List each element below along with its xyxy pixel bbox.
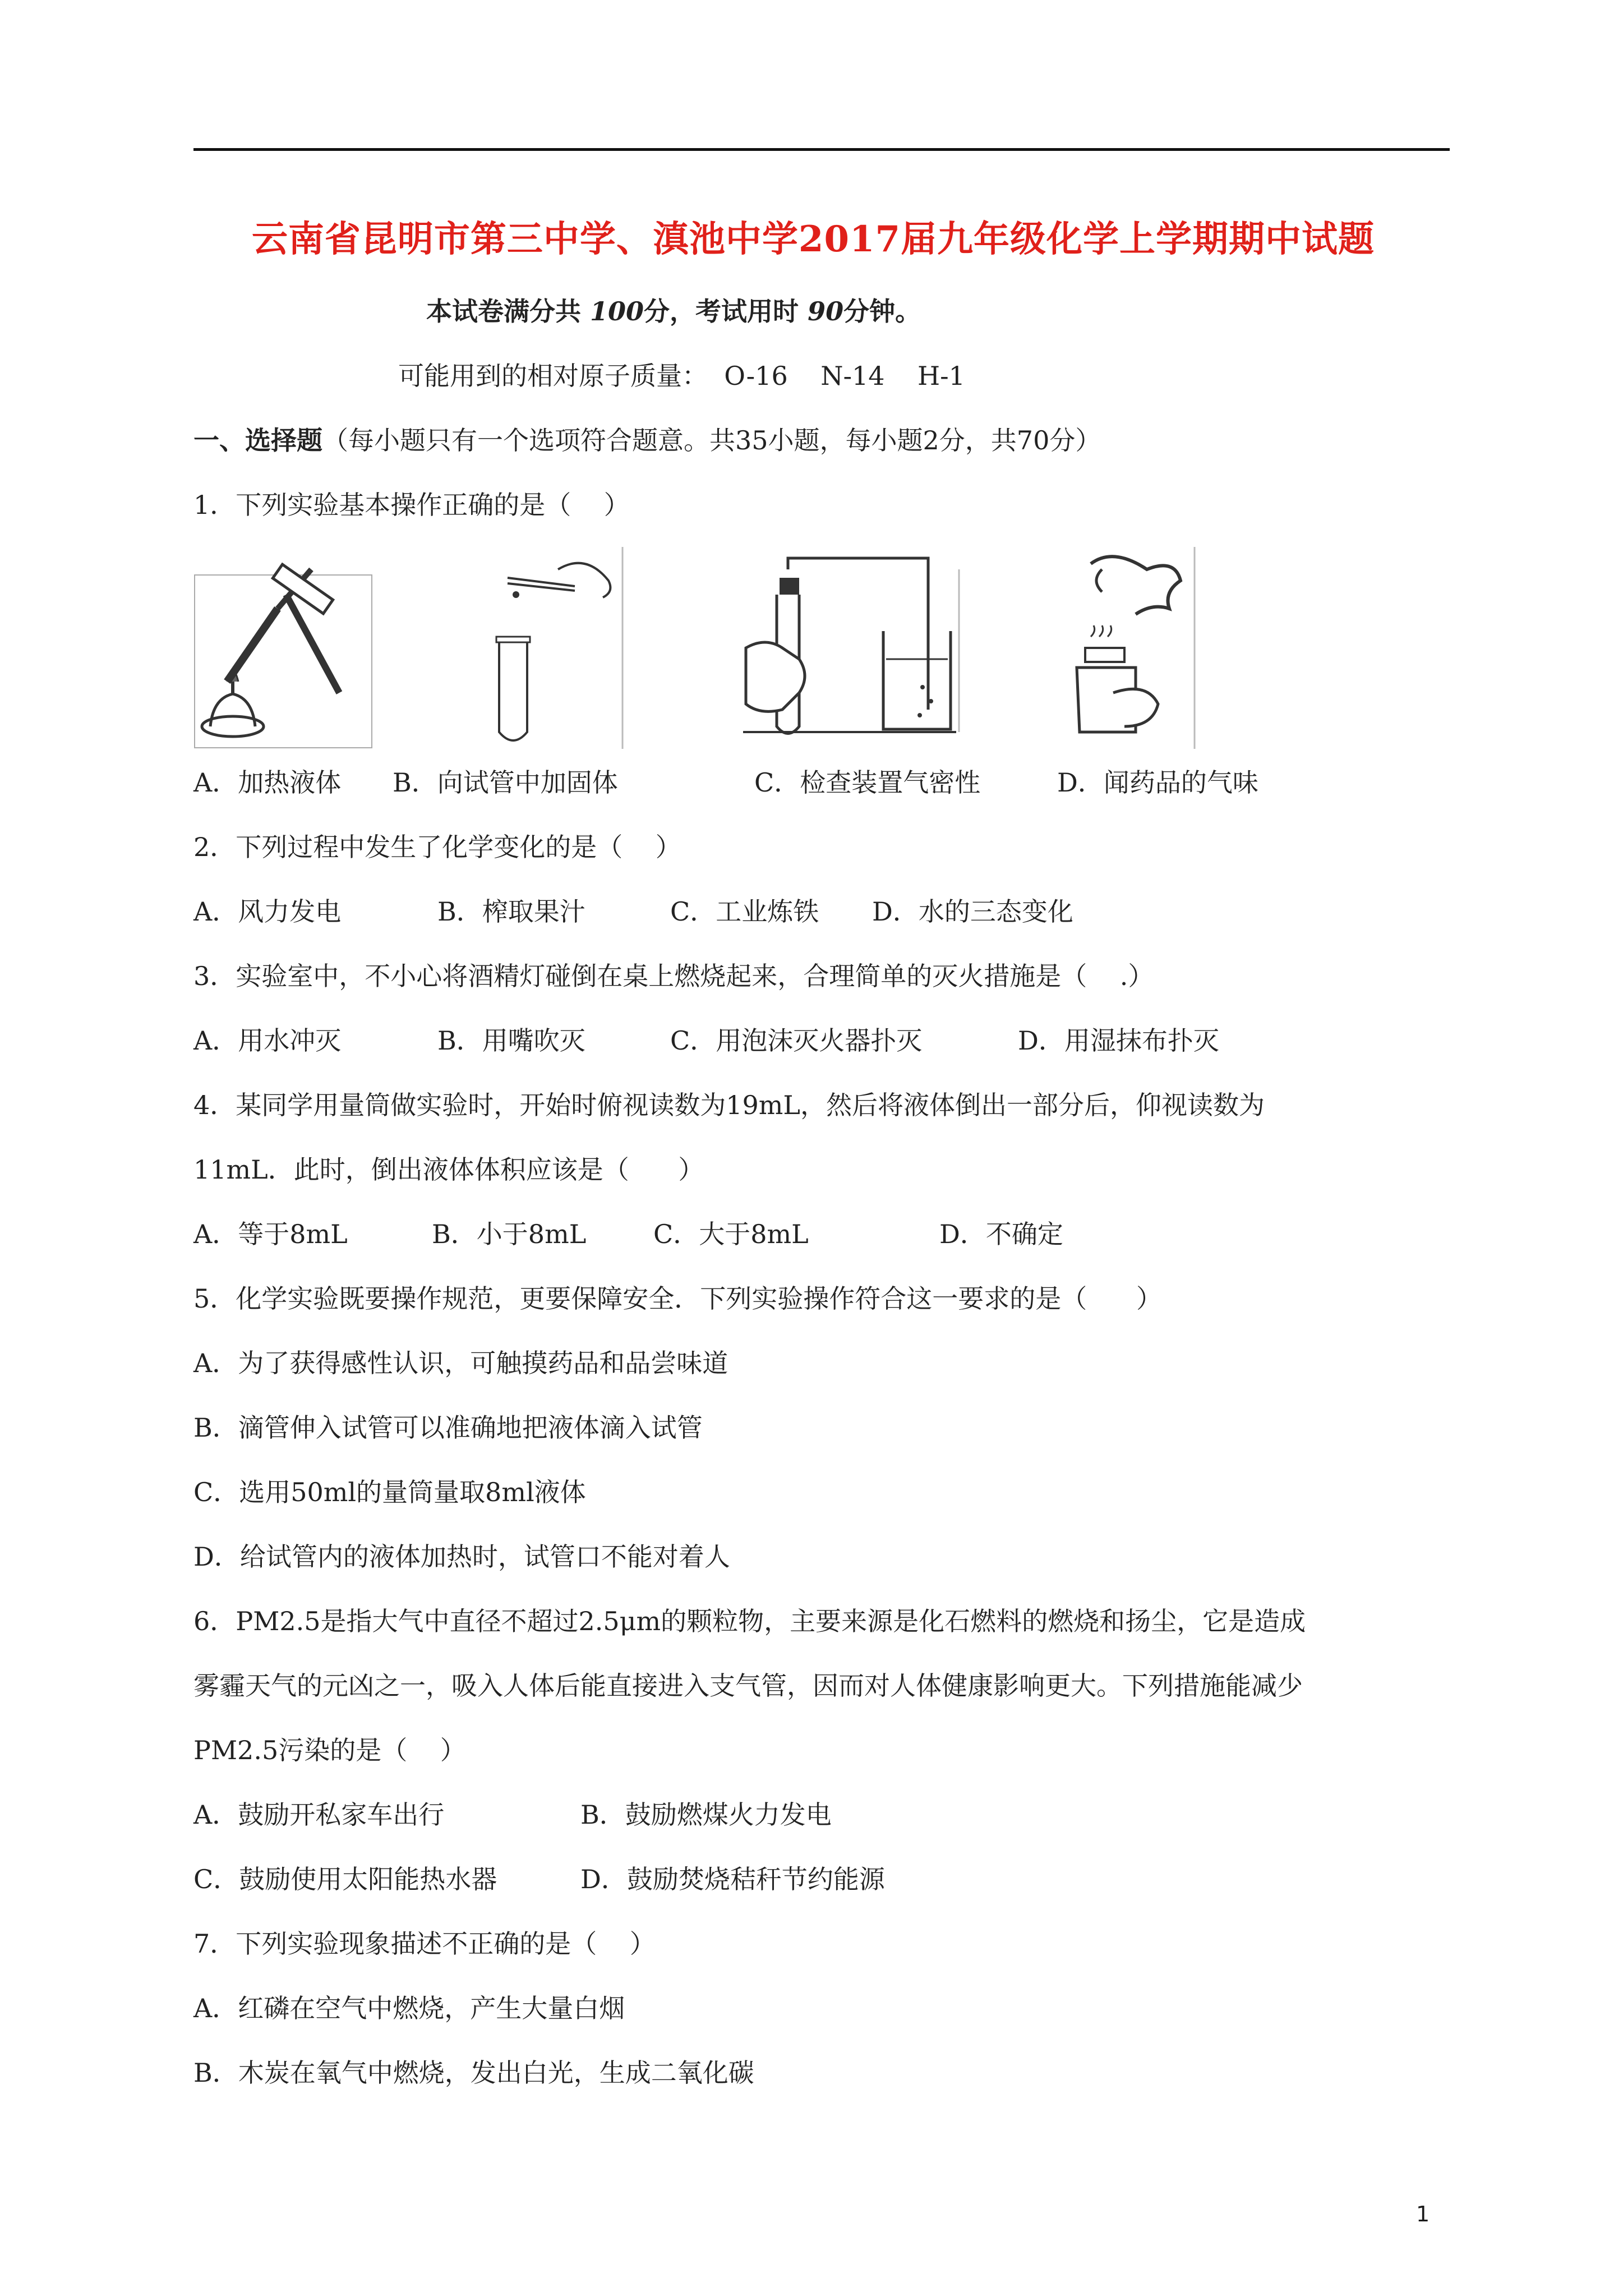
q2-option-a: A．风力发电 [193, 896, 342, 927]
q6-stem-line-2: 雾霾天气的元凶之一，吸入人体后能直接进入支气管，因而对人体健康影响更大。下列措施能减少 [193, 1671, 1303, 1701]
q3-option-d: D．用湿抹布扑灭 [1018, 1025, 1219, 1056]
q4-option-b: B．小于8mL [432, 1219, 587, 1249]
q5-stem: 5．化学实验既要操作规范，更要保障安全．下列实验操作符合这一要求的是（ ） [193, 1283, 1162, 1314]
q4-option-c: C．大于8mL [653, 1219, 809, 1249]
q2-option-b: B．榨取果汁 [437, 896, 585, 927]
atomic-mass-info: 可能用到的相对原子质量： O-16 N-14 H-1 [398, 361, 965, 391]
figure-smelling-odor [1068, 547, 1203, 749]
q3-option-c: C．用泡沫灭火器扑灭 [670, 1025, 923, 1056]
q2-option-d: D．水的三态变化 [872, 896, 1073, 927]
q3-option-a: A．用水冲灭 [193, 1025, 342, 1056]
q6-option-d: D．鼓励焚烧秸秆节约能源 [580, 1864, 885, 1894]
q4-stem-line-2: 11mL．此时，倒出液体体积应该是（ ） [193, 1154, 704, 1185]
q6-stem-line-3: PM2.5污染的是（ ） [193, 1735, 466, 1765]
heating-liquid-icon [193, 547, 373, 749]
q5-option-d: D．给试管内的液体加热时，试管口不能对着人 [193, 1542, 730, 1572]
figure-airtightness-check [743, 547, 967, 749]
exam-title: 云南省昆明市第三中学、滇池中学2017届九年级化学上学期期中试题 [251, 218, 1375, 260]
q1-option-a: A．加热液体 [193, 767, 342, 798]
q2-option-c: C．工业炼铁 [670, 896, 819, 927]
page-number: 1 [1416, 2202, 1430, 2226]
q7-option-b: B．木炭在氧气中燃烧，发出白光，生成二氧化碳 [193, 2058, 754, 2088]
q6-option-a: A．鼓励开私家车出行 [193, 1800, 445, 1830]
q1-stem: 1．下列实验基本操作正确的是（ ） [193, 490, 630, 520]
q1-option-d: D．闻药品的气味 [1057, 767, 1258, 798]
figure-adding-solid [474, 547, 631, 749]
q4-stem-line-1: 4．某同学用量筒做实验时，开始时俯视读数为19mL，然后将液体倒出一部分后，仰视读数为 [193, 1090, 1265, 1120]
section-1-heading: 一、选择题（每小题只有一个选项符合题意。共35小题，每小题2分，共70分） [193, 425, 1101, 455]
q7-option-a: A．红磷在空气中燃烧，产生大量白烟 [193, 1993, 625, 2023]
score-info: 本试卷满分共 100分，考试用时 90分钟。 [426, 296, 921, 326]
q4-option-d: D．不确定 [939, 1219, 1063, 1249]
q6-stem-line-1: 6．PM2.5是指大气中直径不超过2.5μm的颗粒物，主要来源是化石燃料的燃烧和扬尘，它是造成 [193, 1606, 1306, 1636]
smelling-odor-icon [1068, 547, 1203, 749]
q5-option-c: C．选用50ml的量筒量取8ml液体 [193, 1477, 586, 1507]
airtightness-check-icon [743, 547, 967, 749]
q3-option-b: B．用嘴吹灭 [437, 1025, 585, 1056]
adding-solid-icon [474, 547, 631, 749]
q4-option-a: A．等于8mL [193, 1219, 348, 1249]
figure-heating-liquid [193, 547, 373, 749]
q1-option-c: C．检查装置气密性 [754, 767, 981, 798]
q5-option-a: A．为了获得感性认识，可触摸药品和品尝味道 [193, 1348, 728, 1378]
q1-option-b: B．向试管中加固体 [393, 767, 618, 798]
q5-option-b: B．滴管伸入试管可以准确地把液体滴入试管 [193, 1412, 703, 1443]
q6-option-b: B．鼓励燃煤火力发电 [580, 1800, 832, 1830]
q6-option-c: C．鼓励使用太阳能热水器 [193, 1864, 497, 1894]
header-rule [193, 148, 1450, 151]
q7-stem: 7．下列实验现象描述不正确的是（ ） [193, 1929, 656, 1959]
q3-stem: 3．实验室中，不小心将酒精灯碰倒在桌上燃烧起来，合理简单的灭火措施是（ .） [193, 961, 1154, 991]
q2-stem: 2．下列过程中发生了化学变化的是（ ） [193, 832, 681, 862]
